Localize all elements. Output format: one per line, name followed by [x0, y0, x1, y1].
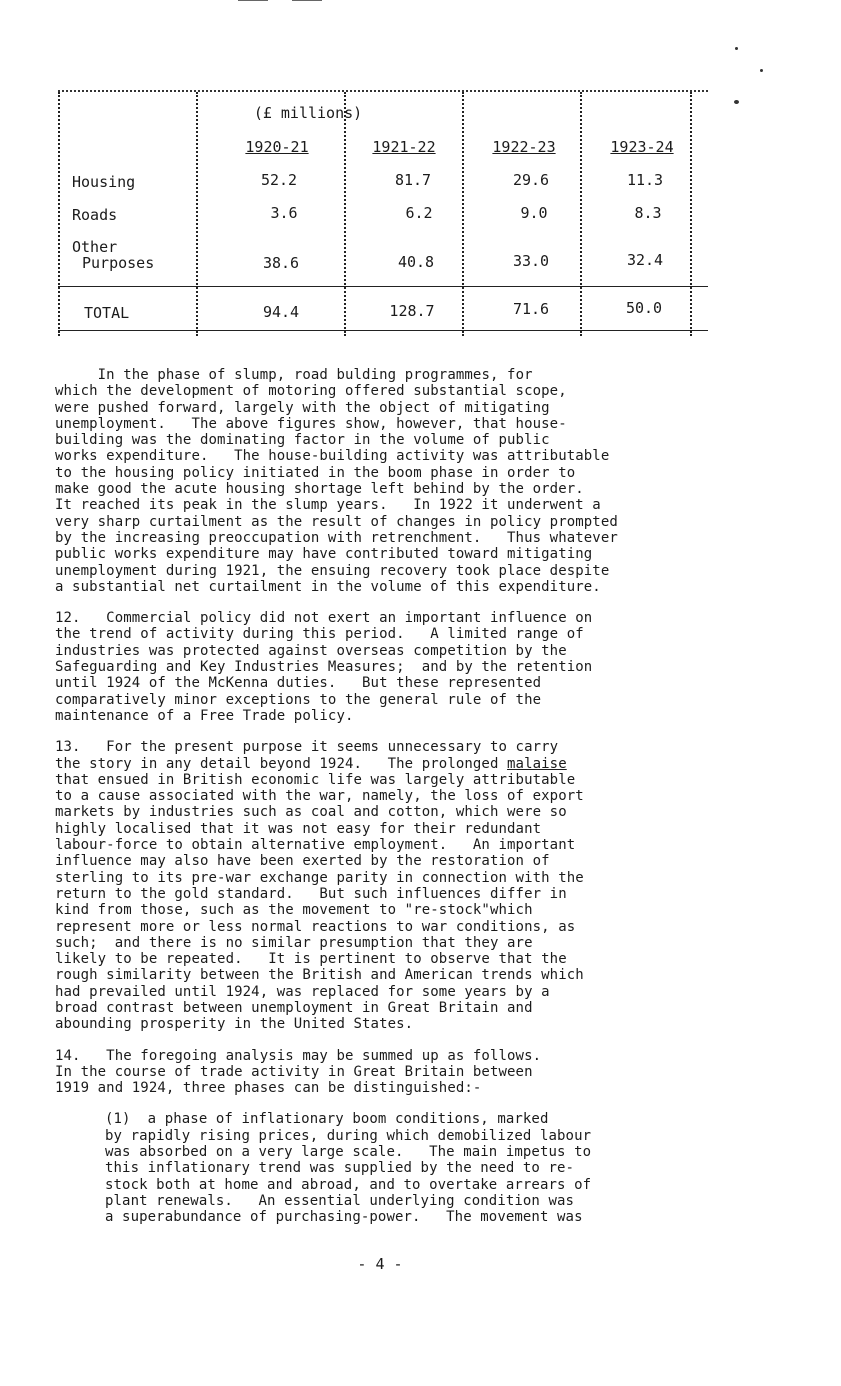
table-cell: 81.7	[394, 171, 432, 189]
year-header-1920-21: 1920-21	[245, 138, 309, 156]
paragraph-12: 12. Commercial policy did not exert an important influence on the trend of activity during this period. A limited range of industries was protected against overseas competition by the Safeguarding and Key Industries Measures; and by the retention until 1924 of the McKenna duties. But these represented comparatively minor exceptions to the general rule of the maintenance of a Free Trade policy.	[55, 610, 593, 724]
table-cell: 11.3	[626, 171, 664, 189]
table-cell-total: 71.6	[512, 300, 550, 318]
table-cell: 38.6	[262, 254, 300, 272]
scan-mark	[238, 0, 268, 1]
paragraph-11: In the phase of slump, road bulding programmes, for which the development of motoring offered substantial scope, were pushed forward, largely with the object of mitigating unemployment. The above figures show, however, that house- building was the dominating factor in the volume of public works expenditure. The house-building activity was attributable to the housing policy initiated in the boom phase in order to make good the acute housing shortage left behind by the order. It reached its peak in the slump years. In 1922 it underwent a very sharp curtailment as the result of changes in policy prompted by the increasing preoccupation with retrenchment. Thus whatever public works expenditure may have contributed toward mitigating unemployment during 1921, the ensuing recovery took place despite a substantial net curtailment in the volume of this expenditure.	[55, 367, 618, 595]
scan-speck	[735, 47, 738, 50]
year-header-1921-22: 1921-22	[372, 138, 436, 156]
table-column-divider	[344, 92, 346, 336]
table-cell: 8.3	[634, 204, 662, 222]
table-column-divider	[58, 92, 60, 336]
paragraph-13-part: 13. For the present purpose it seems unnecessary to carry the story in any detail beyond 1924. The prolonged	[55, 739, 559, 772]
page-number: - 4 -	[357, 1255, 403, 1273]
table-units: (£ millions)	[253, 104, 363, 122]
table-column-divider	[580, 92, 582, 336]
table-top-rule	[58, 90, 708, 92]
table-bottom-rule	[58, 330, 708, 331]
table-total-rule	[58, 286, 708, 287]
table-cell-total: 50.0	[625, 299, 663, 317]
table-cell-total: 128.7	[389, 302, 435, 320]
row-label-roads: Roads	[72, 206, 118, 224]
table-cell: 32.4	[626, 251, 664, 269]
row-label-housing: Housing	[72, 173, 136, 191]
table-cell: 40.8	[397, 253, 435, 271]
paragraph-13	[55, 739, 735, 1032]
document-body	[55, 367, 735, 1241]
paragraph-14: 14. The foregoing analysis may be summed up as follows. In the course of trade activity in Great Britain between 1919 and 1924, three phases can be distinguished:-	[55, 1047, 542, 1097]
row-label-purposes: Purposes	[82, 254, 155, 272]
year-header-1923-24: 1923-24	[610, 138, 674, 156]
table-cell: 9.0	[520, 204, 548, 222]
table-cell: 6.2	[405, 204, 433, 222]
table-column-divider	[196, 92, 198, 336]
table-cell: 52.2	[260, 171, 298, 189]
scan-speck	[734, 100, 739, 104]
table-cell: 3.6	[270, 204, 298, 222]
table-cell: 33.0	[512, 252, 550, 270]
paragraph-13-part: that ensued in British economic life was largely attributable to a cause associated with the war, namely, the loss of export markets by industries such as coal and cotton, which were so highly localised that it was not easy for their redundant labour-force to obtain alternative employment. An important influence may also have been exerted by the restoration of sterling to its pre-war exchange parity in connection with the return to the gold standard. But such influences differ in kind from those, such as the movement to "re-stock"which represent more or less normal reactions to war conditions, as such; and there is no similar presumption that they are likely to be repeated. It is pertinent to observe that the rough similarity between the British and American trends which had prevailed until 1924, was replaced for some years by a broad contrast between unemployment in Great Britain and abounding prosperity in the United States.	[55, 771, 584, 1033]
scan-speck	[760, 69, 763, 72]
row-label-other: Other	[72, 238, 118, 256]
year-header-1922-23: 1922-23	[492, 138, 556, 156]
table-cell: 29.6	[512, 171, 550, 189]
underlined-word: malaise	[507, 755, 567, 772]
paragraph-14-item-1: (1) a phase of inflationary boom conditions, marked by rapidly rising prices, during which demobilized labour was absorbed on a very large scale. The main impetus to this inflationary trend was supplied by the need to re- stock both at home and abroad, and to overtake arrears of plant renewals. An essential underlying condition was a superabundance of purchasing-power. The movement was	[105, 1111, 592, 1226]
row-label-total: TOTAL	[84, 304, 130, 322]
table-cell-total: 94.4	[262, 303, 300, 321]
scan-mark	[292, 0, 322, 1]
expenditure-table	[58, 86, 708, 336]
